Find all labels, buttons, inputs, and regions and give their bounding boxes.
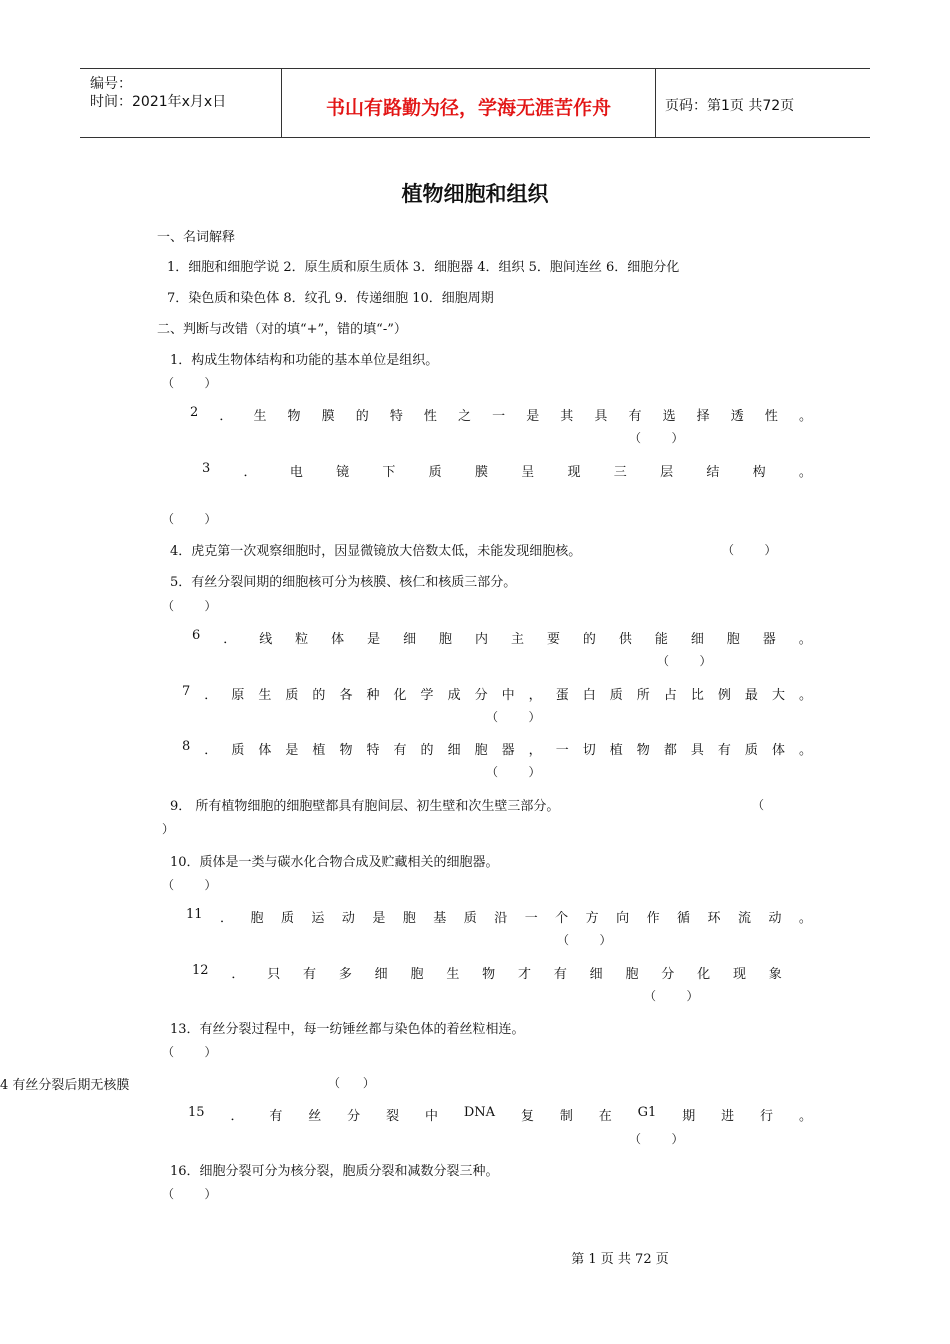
question-char: 15 <box>188 1105 205 1120</box>
answer-paren-5: （ ） <box>162 599 217 613</box>
question-char: 丝 <box>308 1109 322 1124</box>
question-char: 质 <box>428 465 442 480</box>
question-2 <box>190 405 812 424</box>
question-char: 粒 <box>295 632 309 647</box>
question-char: ． <box>204 743 218 758</box>
question-char: 是 <box>367 632 381 647</box>
answer-paren-2: （ ） <box>629 431 684 445</box>
question-char: 。 <box>798 465 812 480</box>
question-char: 。 <box>798 632 812 647</box>
question-char: 化 <box>393 688 407 703</box>
page-info: 页码：第1页 共72页 <box>665 98 795 114</box>
question-char: 细 <box>589 967 603 982</box>
question-char: ． <box>223 632 237 647</box>
question-char: 裂 <box>386 1109 400 1124</box>
question-char: 体 <box>331 632 345 647</box>
question-char: 11 <box>186 907 203 922</box>
question-char: 是 <box>372 911 386 926</box>
question-char: 个 <box>555 911 569 926</box>
question-char: 分 <box>474 688 488 703</box>
question-11 <box>186 907 812 926</box>
question-char: 。 <box>798 409 812 424</box>
question-char: 物 <box>636 743 650 758</box>
question-char: 例 <box>717 688 731 703</box>
term-line-1: 1．细胞和细胞学说 2．原生质和原生质体 3．细胞器 4．组织 5．胞间连丝 6．细胞分化 <box>167 260 680 275</box>
question-char: 性 <box>764 409 778 424</box>
answer-paren-13: （ ） <box>162 1045 217 1059</box>
question-char: 分 <box>661 967 675 982</box>
question-char: ， <box>528 743 542 758</box>
question-char: ， <box>528 688 542 703</box>
answer-paren-1: （ ） <box>162 376 217 390</box>
question-char: 生 <box>258 688 272 703</box>
question-char: 6 <box>192 628 201 643</box>
question-char: 2 <box>190 405 199 420</box>
question-char: DNA <box>463 1105 496 1120</box>
question-char: 原 <box>231 688 245 703</box>
answer-paren-4: （ ） <box>722 543 777 557</box>
question-char: 12 <box>192 963 209 978</box>
question-char: 种 <box>366 688 380 703</box>
question-char: 成 <box>447 688 461 703</box>
question-char: 复 <box>520 1109 534 1124</box>
question-char: 有 <box>628 409 642 424</box>
question-char: 8 <box>182 739 191 754</box>
question-char: 作 <box>646 911 660 926</box>
section2-heading: 二、判断与改错（对的填“+”，错的填“-”） <box>157 322 407 337</box>
question-char: 环 <box>707 911 721 926</box>
question-char: 动 <box>768 911 782 926</box>
question-char: 。 <box>798 743 812 758</box>
question-char: 比 <box>690 688 704 703</box>
question-char: 流 <box>737 911 751 926</box>
question-char: 运 <box>311 911 325 926</box>
question-char: 有 <box>717 743 731 758</box>
question-char: 供 <box>618 632 632 647</box>
section1-heading: 一、名词解释 <box>157 230 236 245</box>
term-line-2: 7．染色质和染色体 8．纹孔 9．传递细胞 10．细胞周期 <box>167 291 494 306</box>
question-5: 5．有丝分裂间期的细胞核可分为核膜、核仁和核质三部分。 <box>170 575 517 590</box>
question-char: 植 <box>609 743 623 758</box>
question-char: 层 <box>660 465 674 480</box>
header-left-cell <box>80 69 281 137</box>
question-char: 其 <box>560 409 574 424</box>
question-7 <box>182 684 812 703</box>
question-char: 一 <box>492 409 506 424</box>
answer-paren-6: （ ） <box>657 654 712 668</box>
question-char: 胞 <box>402 911 416 926</box>
question-char: 都 <box>663 743 677 758</box>
question-10: 10．质体是一类与碳水化合物合成及贮藏相关的细胞器。 <box>170 855 499 870</box>
question-char: 。 <box>798 911 812 926</box>
question-16: 16．细胞分裂可分为核分裂，胞质分裂和减数分裂三种。 <box>170 1164 499 1179</box>
question-char: 特 <box>366 743 380 758</box>
question-char: 能 <box>654 632 668 647</box>
answer-paren-3: （ ） <box>162 512 217 526</box>
question-char: 物 <box>339 743 353 758</box>
question-15 <box>188 1105 812 1124</box>
question-3 <box>202 461 812 480</box>
question-char: 主 <box>510 632 524 647</box>
question-char: 择 <box>696 409 710 424</box>
question-char: 透 <box>730 409 744 424</box>
answer-paren-10: （ ） <box>162 878 217 892</box>
question-char: ． <box>219 409 233 424</box>
motto: 书山有路勤为径，学海无涯苦作舟 <box>325 97 611 119</box>
question-4: 4．虎克第一次观察细胞时，因显微镜放大倍数太低，未能发现细胞核。 <box>170 544 582 559</box>
question-char: 生 <box>446 967 460 982</box>
question-12 <box>192 963 782 982</box>
question-char: 有 <box>269 1109 283 1124</box>
question-char: 向 <box>616 911 630 926</box>
question-char: 胞 <box>726 632 740 647</box>
question-char: 镜 <box>336 465 350 480</box>
question-char: 的 <box>582 632 596 647</box>
question-char: 物 <box>482 967 496 982</box>
question-char: 制 <box>559 1109 573 1124</box>
question-char: 7 <box>182 684 191 699</box>
question-char: 3 <box>202 461 211 476</box>
question-char: 各 <box>339 688 353 703</box>
answer-paren-16: （ ） <box>162 1187 217 1201</box>
question-char: 的 <box>312 688 326 703</box>
question-char: 物 <box>287 409 301 424</box>
question-char: 植 <box>312 743 326 758</box>
question-char: 基 <box>433 911 447 926</box>
question-char: 胞 <box>625 967 639 982</box>
question-char: 质 <box>744 743 758 758</box>
question-char: 质 <box>280 911 294 926</box>
question-char: ． <box>220 911 234 926</box>
question-char: 现 <box>567 465 581 480</box>
question-char: 动 <box>341 911 355 926</box>
question-char: 结 <box>706 465 720 480</box>
page-footer: 第 1 页 共 72 页 <box>571 1252 669 1267</box>
question-char: 分 <box>347 1109 361 1124</box>
question-char: 化 <box>697 967 711 982</box>
question-char: 三 <box>613 465 627 480</box>
question-char: 体 <box>771 743 785 758</box>
question-char: 循 <box>677 911 691 926</box>
header-center-cell <box>281 69 656 137</box>
question-char: 是 <box>526 409 540 424</box>
question-char: ． <box>243 465 257 480</box>
question-char: 质 <box>231 743 245 758</box>
question-char: 中 <box>501 688 515 703</box>
question-char: 器 <box>501 743 515 758</box>
question-char: 蛋 <box>555 688 569 703</box>
question-char: 性 <box>423 409 437 424</box>
question-char: 器 <box>762 632 776 647</box>
question-char: 下 <box>382 465 396 480</box>
question-1: 1．构成生物体结构和功能的基本单位是组织。 <box>170 353 439 368</box>
question-char: ． <box>230 1109 244 1124</box>
question-char: 呈 <box>521 465 535 480</box>
question-8 <box>182 739 812 758</box>
question-char: 质 <box>609 688 623 703</box>
page-title: 植物细胞和组织 <box>401 182 549 206</box>
header-table <box>80 68 870 138</box>
time-label: 时间：2021年x月x日 <box>90 94 227 110</box>
question-char: 大 <box>771 688 785 703</box>
question-char: 学 <box>420 688 434 703</box>
number-label: 编号： <box>90 76 132 92</box>
answer-paren-12: （ ） <box>644 989 699 1003</box>
question-char: 特 <box>389 409 403 424</box>
question-char: 膜 <box>321 409 335 424</box>
question-char: 。 <box>798 688 812 703</box>
question-char: 生 <box>253 409 267 424</box>
question-char: ． <box>231 967 245 982</box>
question-char: 胞 <box>250 911 264 926</box>
answer-paren-8: （ ） <box>486 765 541 779</box>
question-char: 中 <box>424 1109 438 1124</box>
answer-paren-15: （ ） <box>629 1132 684 1146</box>
question-char: 在 <box>598 1109 612 1124</box>
answer-paren-9-open: （ <box>752 798 765 812</box>
question-char: 胞 <box>474 743 488 758</box>
answer-paren-7: （ ） <box>486 710 541 724</box>
question-9: 9． 所有植物细胞的细胞壁都具有胞间层、初生壁和次生壁三部分。 <box>170 799 560 814</box>
question-char: 线 <box>259 632 273 647</box>
question-char: 行 <box>760 1109 774 1124</box>
question-char: 胞 <box>439 632 453 647</box>
question-char: 的 <box>355 409 369 424</box>
answer-paren-9-close: ） <box>162 822 175 836</box>
question-char: 细 <box>374 967 388 982</box>
question-char: 最 <box>744 688 758 703</box>
question-char: 进 <box>721 1109 735 1124</box>
question-char: 构 <box>752 465 766 480</box>
question-char: 质 <box>463 911 477 926</box>
question-char: 具 <box>594 409 608 424</box>
question-char: 体 <box>258 743 272 758</box>
question-char: 细 <box>690 632 704 647</box>
question-char: 有 <box>553 967 567 982</box>
question-char: 期 <box>682 1109 696 1124</box>
question-char: 。 <box>798 1109 812 1124</box>
question-char: 白 <box>582 688 596 703</box>
question-char: 所 <box>636 688 650 703</box>
question-char: 细 <box>403 632 417 647</box>
question-char: 有 <box>303 967 317 982</box>
question-char: 只 <box>267 967 281 982</box>
question-char: 是 <box>285 743 299 758</box>
question-6 <box>192 628 812 647</box>
question-char: 沿 <box>494 911 508 926</box>
question-char: 有 <box>393 743 407 758</box>
answer-paren-11: （ ） <box>557 933 612 947</box>
question-char: 现 <box>732 967 746 982</box>
question-char: ． <box>204 688 218 703</box>
answer-paren-14: （ ） <box>328 1076 375 1090</box>
question-char: 内 <box>475 632 489 647</box>
question-char: 质 <box>285 688 299 703</box>
header-right-cell <box>655 69 870 137</box>
question-char: 电 <box>289 465 303 480</box>
question-char: 才 <box>517 967 531 982</box>
question-13: 13．有丝分裂过程中，每一纺锤丝都与染色体的着丝粒相连。 <box>170 1022 525 1037</box>
question-char: 多 <box>338 967 352 982</box>
question-char: 膜 <box>474 465 488 480</box>
question-14: 4 有丝分裂后期无核膜 <box>0 1078 130 1093</box>
question-char: G1 <box>637 1105 657 1120</box>
question-char: 象 <box>768 967 782 982</box>
question-char: 之 <box>458 409 472 424</box>
question-char: 要 <box>546 632 560 647</box>
question-char: 选 <box>662 409 676 424</box>
question-char: 具 <box>690 743 704 758</box>
question-char: 一 <box>555 743 569 758</box>
question-char: 细 <box>447 743 461 758</box>
question-char: 占 <box>663 688 677 703</box>
question-char: 的 <box>420 743 434 758</box>
question-char: 胞 <box>410 967 424 982</box>
question-char: 一 <box>524 911 538 926</box>
question-char: 方 <box>585 911 599 926</box>
question-char: 切 <box>582 743 596 758</box>
